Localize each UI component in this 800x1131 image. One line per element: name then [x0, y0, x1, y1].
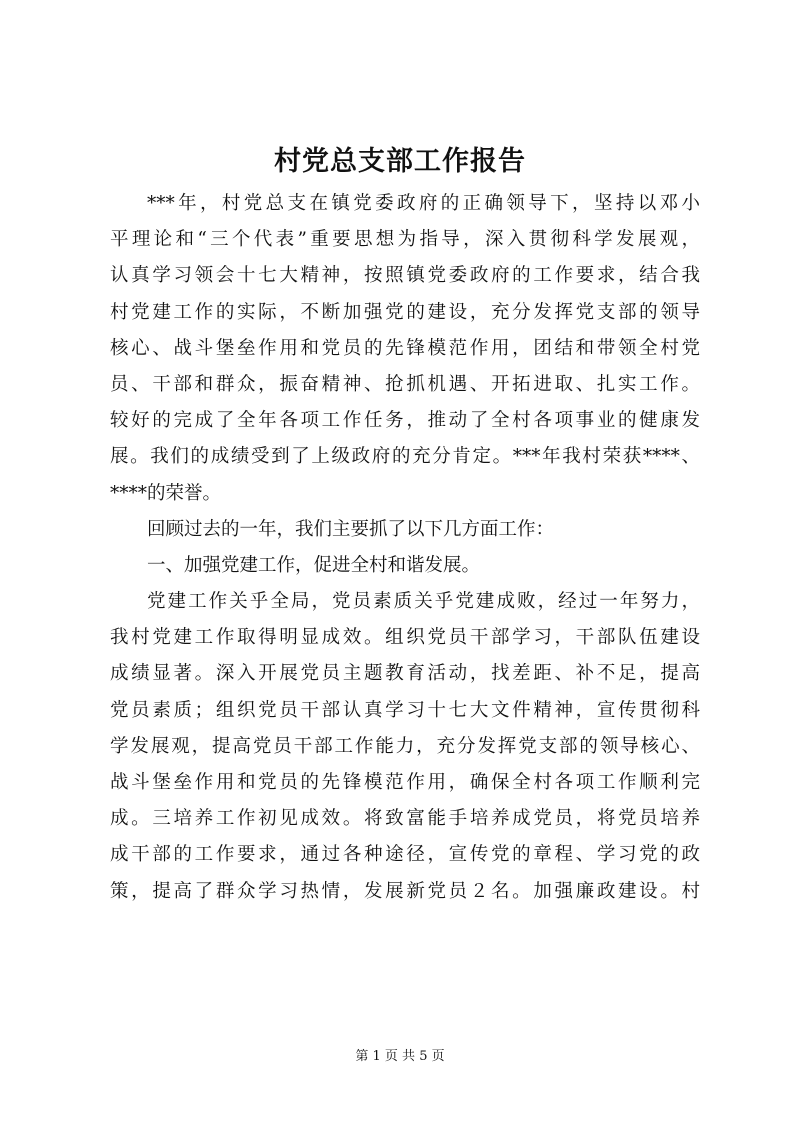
- document-title: 村党总支部工作报告: [274, 146, 526, 177]
- paragraph-line: 展。我们的成绩受到了上级政府的充分肯定。***年我村荣获****、: [110, 446, 700, 468]
- section-heading: 一、加强党建工作，促进全村和谐发展。: [147, 554, 481, 576]
- paragraph-line: ****的荣誉。: [110, 482, 222, 504]
- paragraph-line: 成。三培养工作初见成效。将致富能手培养成党员，将党员培养: [110, 808, 700, 830]
- paragraph-line: 学发展观，提高党员干部工作能力，充分发挥党支部的领导核心、: [110, 735, 700, 757]
- paragraph-line: 认真学习领会十七大精神，按照镇党委政府的工作要求，结合我: [110, 265, 700, 287]
- paragraph-line: 核心、战斗堡垒作用和党员的先锋模范作用，团结和带领全村党: [110, 337, 700, 359]
- paragraph-line: 党建工作关乎全局，党员素质关乎党建成败，经过一年努力，: [147, 591, 700, 613]
- paragraph-line: 成绩显著。深入开展党员主题教育活动，找差距、补不足，提高: [110, 663, 700, 685]
- paragraph-line: 战斗堡垒作用和党员的先锋模范作用，确保全村各项工作顺利完: [110, 772, 700, 793]
- paragraph-line: 策，提高了群众学习热情，发展新党员２名。加强廉政建设。村: [110, 880, 700, 902]
- paragraph-line: ***年，村党总支在镇党委政府的正确领导下，坚持以邓小: [147, 193, 700, 214]
- paragraph-line: 成干部的工作要求，通过各种途径，宣传党的章程、学习党的政: [110, 844, 700, 866]
- paragraph-line: 我村党建工作取得明显成效。组织党员干部学习，干部队伍建设: [110, 627, 700, 649]
- page-footer: 第 1 页 共 5 页: [355, 1049, 445, 1064]
- paragraph-line: 党员素质；组织党员干部认真学习十七大文件精神，宣传贯彻科: [110, 699, 700, 721]
- paragraph-line: 员、干部和群众，振奋精神、抢抓机遇、开拓进取、扎实工作。: [110, 373, 700, 395]
- paragraph-line: 回顾过去的一年，我们主要抓了以下几方面工作：: [147, 518, 555, 540]
- document-body: [110, 186, 700, 910]
- paragraph-line: 村党建工作的实际，不断加强党的建设，充分发挥党支部的领导: [110, 301, 700, 323]
- paragraph-line: 较好的完成了全年各项工作任务，推动了全村各项事业的健康发: [110, 410, 700, 432]
- paragraph-line: 平理论和“三个代表”重要思想为指导，深入贯彻科学发展观，: [110, 229, 700, 251]
